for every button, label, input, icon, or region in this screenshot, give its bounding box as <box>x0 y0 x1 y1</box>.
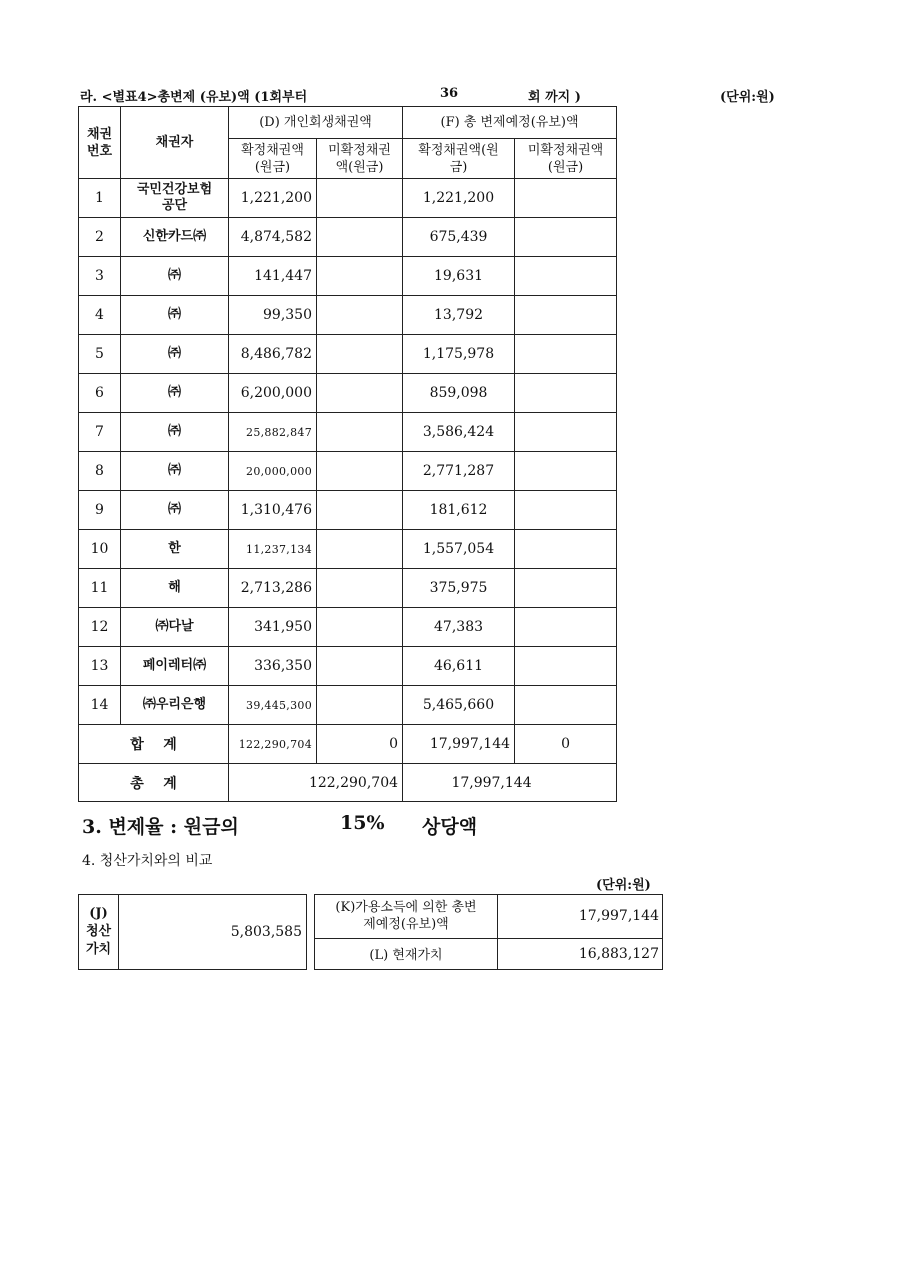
row-number: 9 <box>79 491 121 530</box>
row-d-unconfirmed <box>317 179 403 218</box>
row-creditor: 한 <box>121 530 229 569</box>
row-f-unconfirmed <box>515 296 617 335</box>
row-d-confirmed: 1,221,200 <box>229 179 317 218</box>
row-f-confirmed: 2,771,287 <box>403 452 515 491</box>
total-f: 17,997,144 <box>403 764 617 802</box>
row-d-unconfirmed <box>317 608 403 647</box>
subtotal-f-confirmed: 17,997,144 <box>403 725 515 764</box>
row-number: 7 <box>79 413 121 452</box>
row-number: 14 <box>79 686 121 725</box>
subheader-d-confirmed: 확정채권액 (원금) <box>229 139 317 179</box>
row-creditor: ㈜ <box>121 452 229 491</box>
row-creditor: ㈜ <box>121 257 229 296</box>
comparison-unit-label: (단위:원) <box>596 878 651 893</box>
col-header-no: 채권 번호 <box>79 107 121 179</box>
table-rows <box>79 179 617 725</box>
rate-suffix: 상당액 <box>422 816 478 838</box>
row-d-confirmed: 341,950 <box>229 608 317 647</box>
row-d-unconfirmed <box>317 218 403 257</box>
row-f-unconfirmed <box>515 413 617 452</box>
row-f-unconfirmed <box>515 257 617 296</box>
row-creditor: ㈜우리은행 <box>121 686 229 725</box>
row-number: 12 <box>79 608 121 647</box>
row-number: 2 <box>79 218 121 257</box>
row-d-confirmed: 20,000,000 <box>229 452 317 491</box>
row-creditor: ㈜ <box>121 491 229 530</box>
table-row <box>79 491 617 530</box>
row-d-unconfirmed <box>317 257 403 296</box>
section-header <box>80 86 780 106</box>
table-row <box>79 374 617 413</box>
subtotal-label: 합 계 <box>79 725 229 764</box>
row-f-unconfirmed <box>515 179 617 218</box>
table-row <box>79 608 617 647</box>
row-creditor: ㈜ <box>121 413 229 452</box>
total-repayment-value: 17,997,144 <box>498 895 663 939</box>
row-f-confirmed: 47,383 <box>403 608 515 647</box>
row-d-unconfirmed <box>317 530 403 569</box>
rate-label: 3. 변제율 : 원금의 <box>82 816 239 838</box>
row-d-unconfirmed <box>317 647 403 686</box>
row-f-unconfirmed <box>515 452 617 491</box>
row-f-confirmed: 859,098 <box>403 374 515 413</box>
subtotal-d-unconfirmed: 0 <box>317 725 403 764</box>
row-creditor: ㈜ <box>121 374 229 413</box>
row-number: 5 <box>79 335 121 374</box>
row-d-unconfirmed <box>317 374 403 413</box>
row-number: 11 <box>79 569 121 608</box>
row-f-unconfirmed <box>515 335 617 374</box>
table-row <box>79 413 617 452</box>
row-d-confirmed: 8,486,782 <box>229 335 317 374</box>
row-f-confirmed: 13,792 <box>403 296 515 335</box>
row-number: 13 <box>79 647 121 686</box>
group-header-d: (D) 개인회생채권액 <box>229 107 403 139</box>
row-f-confirmed: 1,175,978 <box>403 335 515 374</box>
row-f-confirmed: 375,975 <box>403 569 515 608</box>
subheader-d-unconfirmed: 미확정채권 액(원금) <box>317 139 403 179</box>
row-d-confirmed: 99,350 <box>229 296 317 335</box>
row-d-unconfirmed <box>317 335 403 374</box>
liquidation-value: 5,803,585 <box>119 895 307 970</box>
row-f-confirmed: 19,631 <box>403 257 515 296</box>
subheader-f-confirmed: 확정채권액(원 금) <box>403 139 515 179</box>
row-creditor: 페이레터㈜ <box>121 647 229 686</box>
repayment-table <box>78 106 617 802</box>
table-row <box>79 530 617 569</box>
row-f-unconfirmed <box>515 569 617 608</box>
unit-label: (단위:원) <box>720 90 775 105</box>
row-f-confirmed: 1,557,054 <box>403 530 515 569</box>
col-header-creditor: 채권자 <box>121 107 229 179</box>
row-f-unconfirmed <box>515 686 617 725</box>
row-creditor: ㈜ <box>121 335 229 374</box>
table-row <box>79 218 617 257</box>
row-d-unconfirmed <box>317 569 403 608</box>
row-d-confirmed: 39,445,300 <box>229 686 317 725</box>
section-title: 라. <별표4>총변제 (유보)액 (1회부터 <box>80 90 308 105</box>
subtotal-d-confirmed: 122,290,704 <box>229 725 317 764</box>
row-creditor: ㈜ <box>121 296 229 335</box>
row-d-confirmed: 11,237,134 <box>229 530 317 569</box>
row-number: 6 <box>79 374 121 413</box>
rate-value: 15% <box>340 812 385 834</box>
present-value: 16,883,127 <box>498 938 663 969</box>
row-d-unconfirmed <box>317 491 403 530</box>
row-d-unconfirmed <box>317 452 403 491</box>
repayment-comparison-table <box>314 894 663 970</box>
row-f-unconfirmed <box>515 530 617 569</box>
liquidation-value-label: (J) 청산 가치 <box>79 895 119 970</box>
row-d-confirmed: 6,200,000 <box>229 374 317 413</box>
row-f-confirmed: 181,612 <box>403 491 515 530</box>
total-label: 총 계 <box>79 764 229 802</box>
table-row <box>79 569 617 608</box>
row-f-confirmed: 46,611 <box>403 647 515 686</box>
row-f-confirmed: 5,465,660 <box>403 686 515 725</box>
row-d-unconfirmed <box>317 296 403 335</box>
row-f-unconfirmed <box>515 374 617 413</box>
table-row <box>79 452 617 491</box>
table-row <box>79 686 617 725</box>
row-f-unconfirmed <box>515 608 617 647</box>
row-f-confirmed: 1,221,200 <box>403 179 515 218</box>
row-number: 10 <box>79 530 121 569</box>
row-f-unconfirmed <box>515 647 617 686</box>
row-d-confirmed: 25,882,847 <box>229 413 317 452</box>
table-row <box>79 257 617 296</box>
row-creditor: 신한카드㈜ <box>121 218 229 257</box>
installment-count: 36 <box>440 86 459 101</box>
row-d-confirmed: 2,713,286 <box>229 569 317 608</box>
row-number: 1 <box>79 179 121 218</box>
table-row <box>79 179 617 218</box>
row-f-confirmed: 3,586,424 <box>403 413 515 452</box>
table-row <box>79 335 617 374</box>
subheader-f-unconfirmed: 미확정채권액 (원금) <box>515 139 617 179</box>
row-d-confirmed: 141,447 <box>229 257 317 296</box>
row-f-confirmed: 675,439 <box>403 218 515 257</box>
total-repayment-label: (K)가용소득에 의한 총변 제예정(유보)액 <box>315 895 498 939</box>
row-number: 8 <box>79 452 121 491</box>
present-value-label: (L) 현재가치 <box>315 938 498 969</box>
liquidation-value-table <box>78 894 307 970</box>
table-row <box>79 296 617 335</box>
row-creditor: 해 <box>121 569 229 608</box>
row-d-unconfirmed <box>317 686 403 725</box>
row-creditor: 국민건강보험 공단 <box>121 179 229 218</box>
row-f-unconfirmed <box>515 218 617 257</box>
comparison-title: 4. 청산가치와의 비교 <box>82 853 213 869</box>
row-d-confirmed: 336,350 <box>229 647 317 686</box>
row-number: 4 <box>79 296 121 335</box>
row-number: 3 <box>79 257 121 296</box>
row-creditor: ㈜다날 <box>121 608 229 647</box>
row-f-unconfirmed <box>515 491 617 530</box>
row-d-unconfirmed <box>317 413 403 452</box>
subtotal-f-unconfirmed: 0 <box>515 725 617 764</box>
row-d-confirmed: 1,310,476 <box>229 491 317 530</box>
total-d: 122,290,704 <box>229 764 403 802</box>
section-title-suffix: 회 까지 ) <box>528 90 581 105</box>
table-row <box>79 647 617 686</box>
row-d-confirmed: 4,874,582 <box>229 218 317 257</box>
group-header-f: (F) 총 변제예정(유보)액 <box>403 107 617 139</box>
